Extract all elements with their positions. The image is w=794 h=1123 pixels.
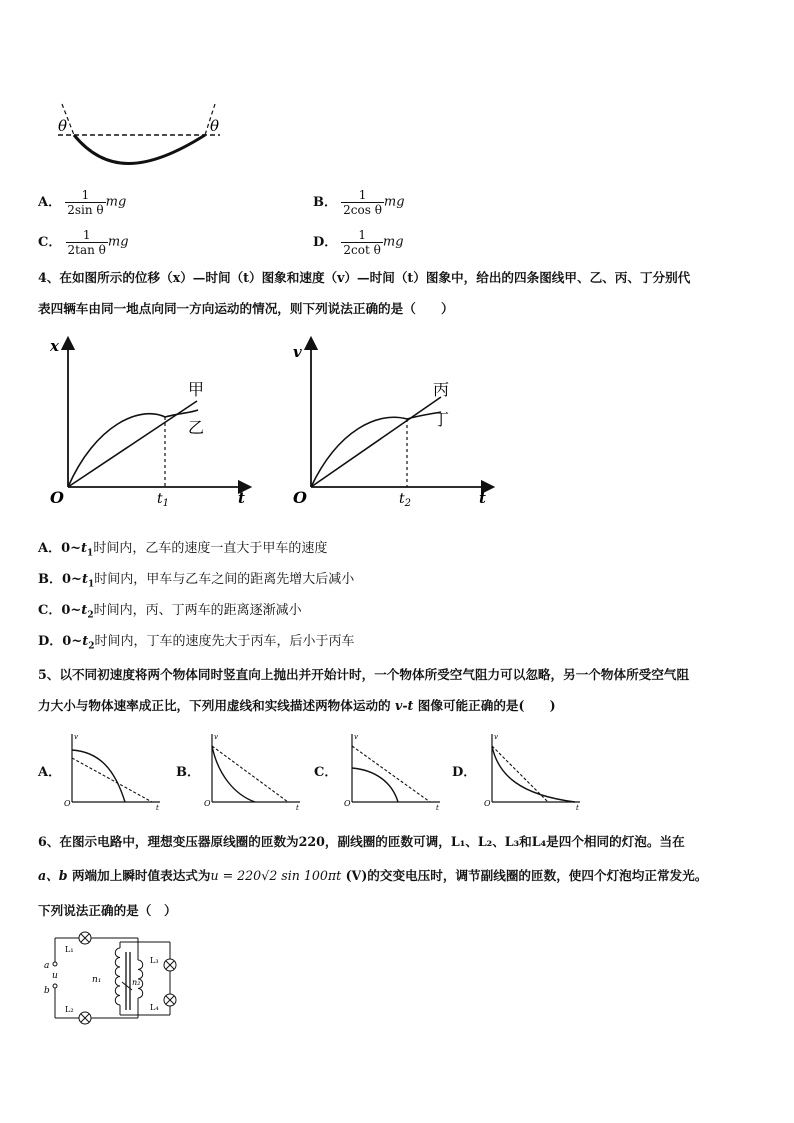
rope-figure bbox=[50, 98, 230, 178]
svg-text:x: x bbox=[50, 337, 59, 355]
q3-option-c[interactable]: C． $\frac{1}{\text{2tan θ}}$ mg bbox=[38, 228, 129, 257]
svg-text:丙: 丙 bbox=[433, 380, 450, 399]
svg-text:u: u bbox=[52, 971, 58, 981]
svg-text:L₄: L₄ bbox=[150, 1003, 159, 1012]
q3-option-d[interactable]: D． $\frac{1}{\text{2cot θ}}$ mg bbox=[313, 228, 404, 257]
svg-text:v: v bbox=[293, 343, 302, 361]
q5-label-a[interactable]: A． bbox=[38, 765, 62, 780]
svg-text:乙: 乙 bbox=[188, 418, 205, 437]
svg-text:丁: 丁 bbox=[433, 410, 450, 429]
svg-text:O: O bbox=[204, 799, 211, 808]
svg-text:L₂: L₂ bbox=[65, 1005, 74, 1014]
q3-option-b[interactable]: B． $\frac{1}{\text{2cos θ}}$ mg bbox=[313, 188, 405, 217]
q3-option-a[interactable]: A． $\frac{1}{\text{2sin θ}}$ mg bbox=[38, 188, 127, 217]
q5-graph-b bbox=[200, 730, 305, 810]
svg-text:v: v bbox=[214, 733, 218, 741]
svg-text:t: t bbox=[238, 489, 245, 507]
svg-text:t: t bbox=[436, 804, 439, 810]
svg-text:L₃: L₃ bbox=[150, 956, 159, 965]
fraction: $\frac{1}{\text{2cot θ}}$ bbox=[343, 228, 381, 257]
svg-text:a: a bbox=[44, 961, 50, 971]
q5-stem-line2: 力大小与物体速率成正比，下列用虚线和实线描述两物体运动的 v-t 图像可能正确的是( ) bbox=[38, 698, 556, 713]
q5-label-b[interactable]: B． bbox=[176, 765, 200, 780]
q6-stem-line1: 6、在图示电路中，理想变压器原线圈的匝数为220，副线圈的匝数可调，L₁、L₂、L₃和L₄是四个相同的灯泡。当在 bbox=[38, 834, 685, 849]
svg-text:t2: $t_2$ bbox=[399, 491, 412, 509]
x-t-graph bbox=[40, 335, 255, 510]
line-bing bbox=[311, 397, 441, 487]
theta-left: θ bbox=[58, 117, 68, 135]
fraction: $\frac{1}{\text{2sin θ}}$ bbox=[67, 188, 104, 217]
q4-option-a[interactable]: A．$0\sim t_1$时间内，乙车的速度一直大于甲车的速度 bbox=[38, 541, 328, 559]
q6-stem-line3: 下列说法正确的是（ ） bbox=[38, 903, 177, 918]
q4-stem-line1: 4、在如图所示的位移（x）—时间（t）图象和速度（v）—时间（t）图象中，给出的四条图线甲、乙、丙、丁分别代 bbox=[38, 270, 691, 285]
svg-text:L₁: L₁ bbox=[65, 945, 74, 954]
svg-text:v: v bbox=[354, 733, 358, 741]
voltage-formula: u = 220√2 sin 100πt bbox=[210, 868, 342, 883]
q6-stem-line2: a、b 两端加上瞬时值表达式为u = 220√2 sin 100πt (V)的交变电压时，调节副线圈的匝数，使四个灯泡均正常发光。 bbox=[38, 868, 708, 883]
q5-graph-a bbox=[60, 730, 165, 810]
svg-text:O: O bbox=[344, 799, 351, 808]
theta-right: θ bbox=[210, 117, 220, 135]
fraction: $\frac{1}{\text{2cos θ}}$ bbox=[343, 188, 382, 217]
svg-text:v: v bbox=[494, 733, 498, 741]
svg-text:t: t bbox=[296, 804, 299, 810]
q4-stem-line2: 表四辆车由同一地点向同一方向运动的情况，则下列说法正确的是（ ） bbox=[38, 301, 454, 316]
q5-label-c[interactable]: C． bbox=[314, 765, 338, 780]
svg-text:甲: 甲 bbox=[188, 380, 205, 399]
svg-text:t: t bbox=[156, 804, 159, 810]
q5-label-d[interactable]: D． bbox=[452, 765, 477, 780]
svg-text:O: O bbox=[64, 799, 71, 808]
svg-text:n₂: n₂ bbox=[132, 978, 141, 987]
q5-graph-c bbox=[340, 730, 445, 810]
svg-text:b: b bbox=[44, 986, 50, 996]
svg-text:v: v bbox=[74, 733, 78, 741]
svg-text:n₁: n₁ bbox=[92, 975, 102, 985]
svg-text:O: O bbox=[50, 488, 64, 507]
svg-text:t1: $t_1$ bbox=[157, 491, 170, 509]
q4-option-d[interactable]: D．$0\sim t_2$时间内，丁车的速度先大于丙车，后小于丙车 bbox=[38, 634, 355, 652]
q4-option-c[interactable]: C．$0\sim t_2$时间内，丙、丁两车的距离逐渐减小 bbox=[38, 603, 302, 621]
svg-text:t: t bbox=[576, 804, 579, 810]
svg-text:O: O bbox=[293, 488, 307, 507]
q5-stem-line1: 5、以不同初速度将两个物体同时竖直向上抛出并开始计时，一个物体所受空气阻力可以忽略，另一个物体所受空气阻 bbox=[38, 667, 690, 682]
q4-option-b[interactable]: B．$0\sim t_1$时间内，甲车与乙车之间的距离先增大后减小 bbox=[38, 572, 355, 590]
curve-ding bbox=[311, 412, 441, 487]
v-t-graph bbox=[283, 335, 498, 510]
svg-text:t: t bbox=[479, 489, 486, 507]
curve-yi bbox=[68, 410, 198, 487]
q5-graph-d bbox=[480, 730, 585, 810]
fraction: $\frac{1}{\text{2tan θ}}$ bbox=[67, 228, 106, 257]
transformer-circuit bbox=[40, 930, 190, 1025]
svg-text:O: O bbox=[484, 799, 491, 808]
